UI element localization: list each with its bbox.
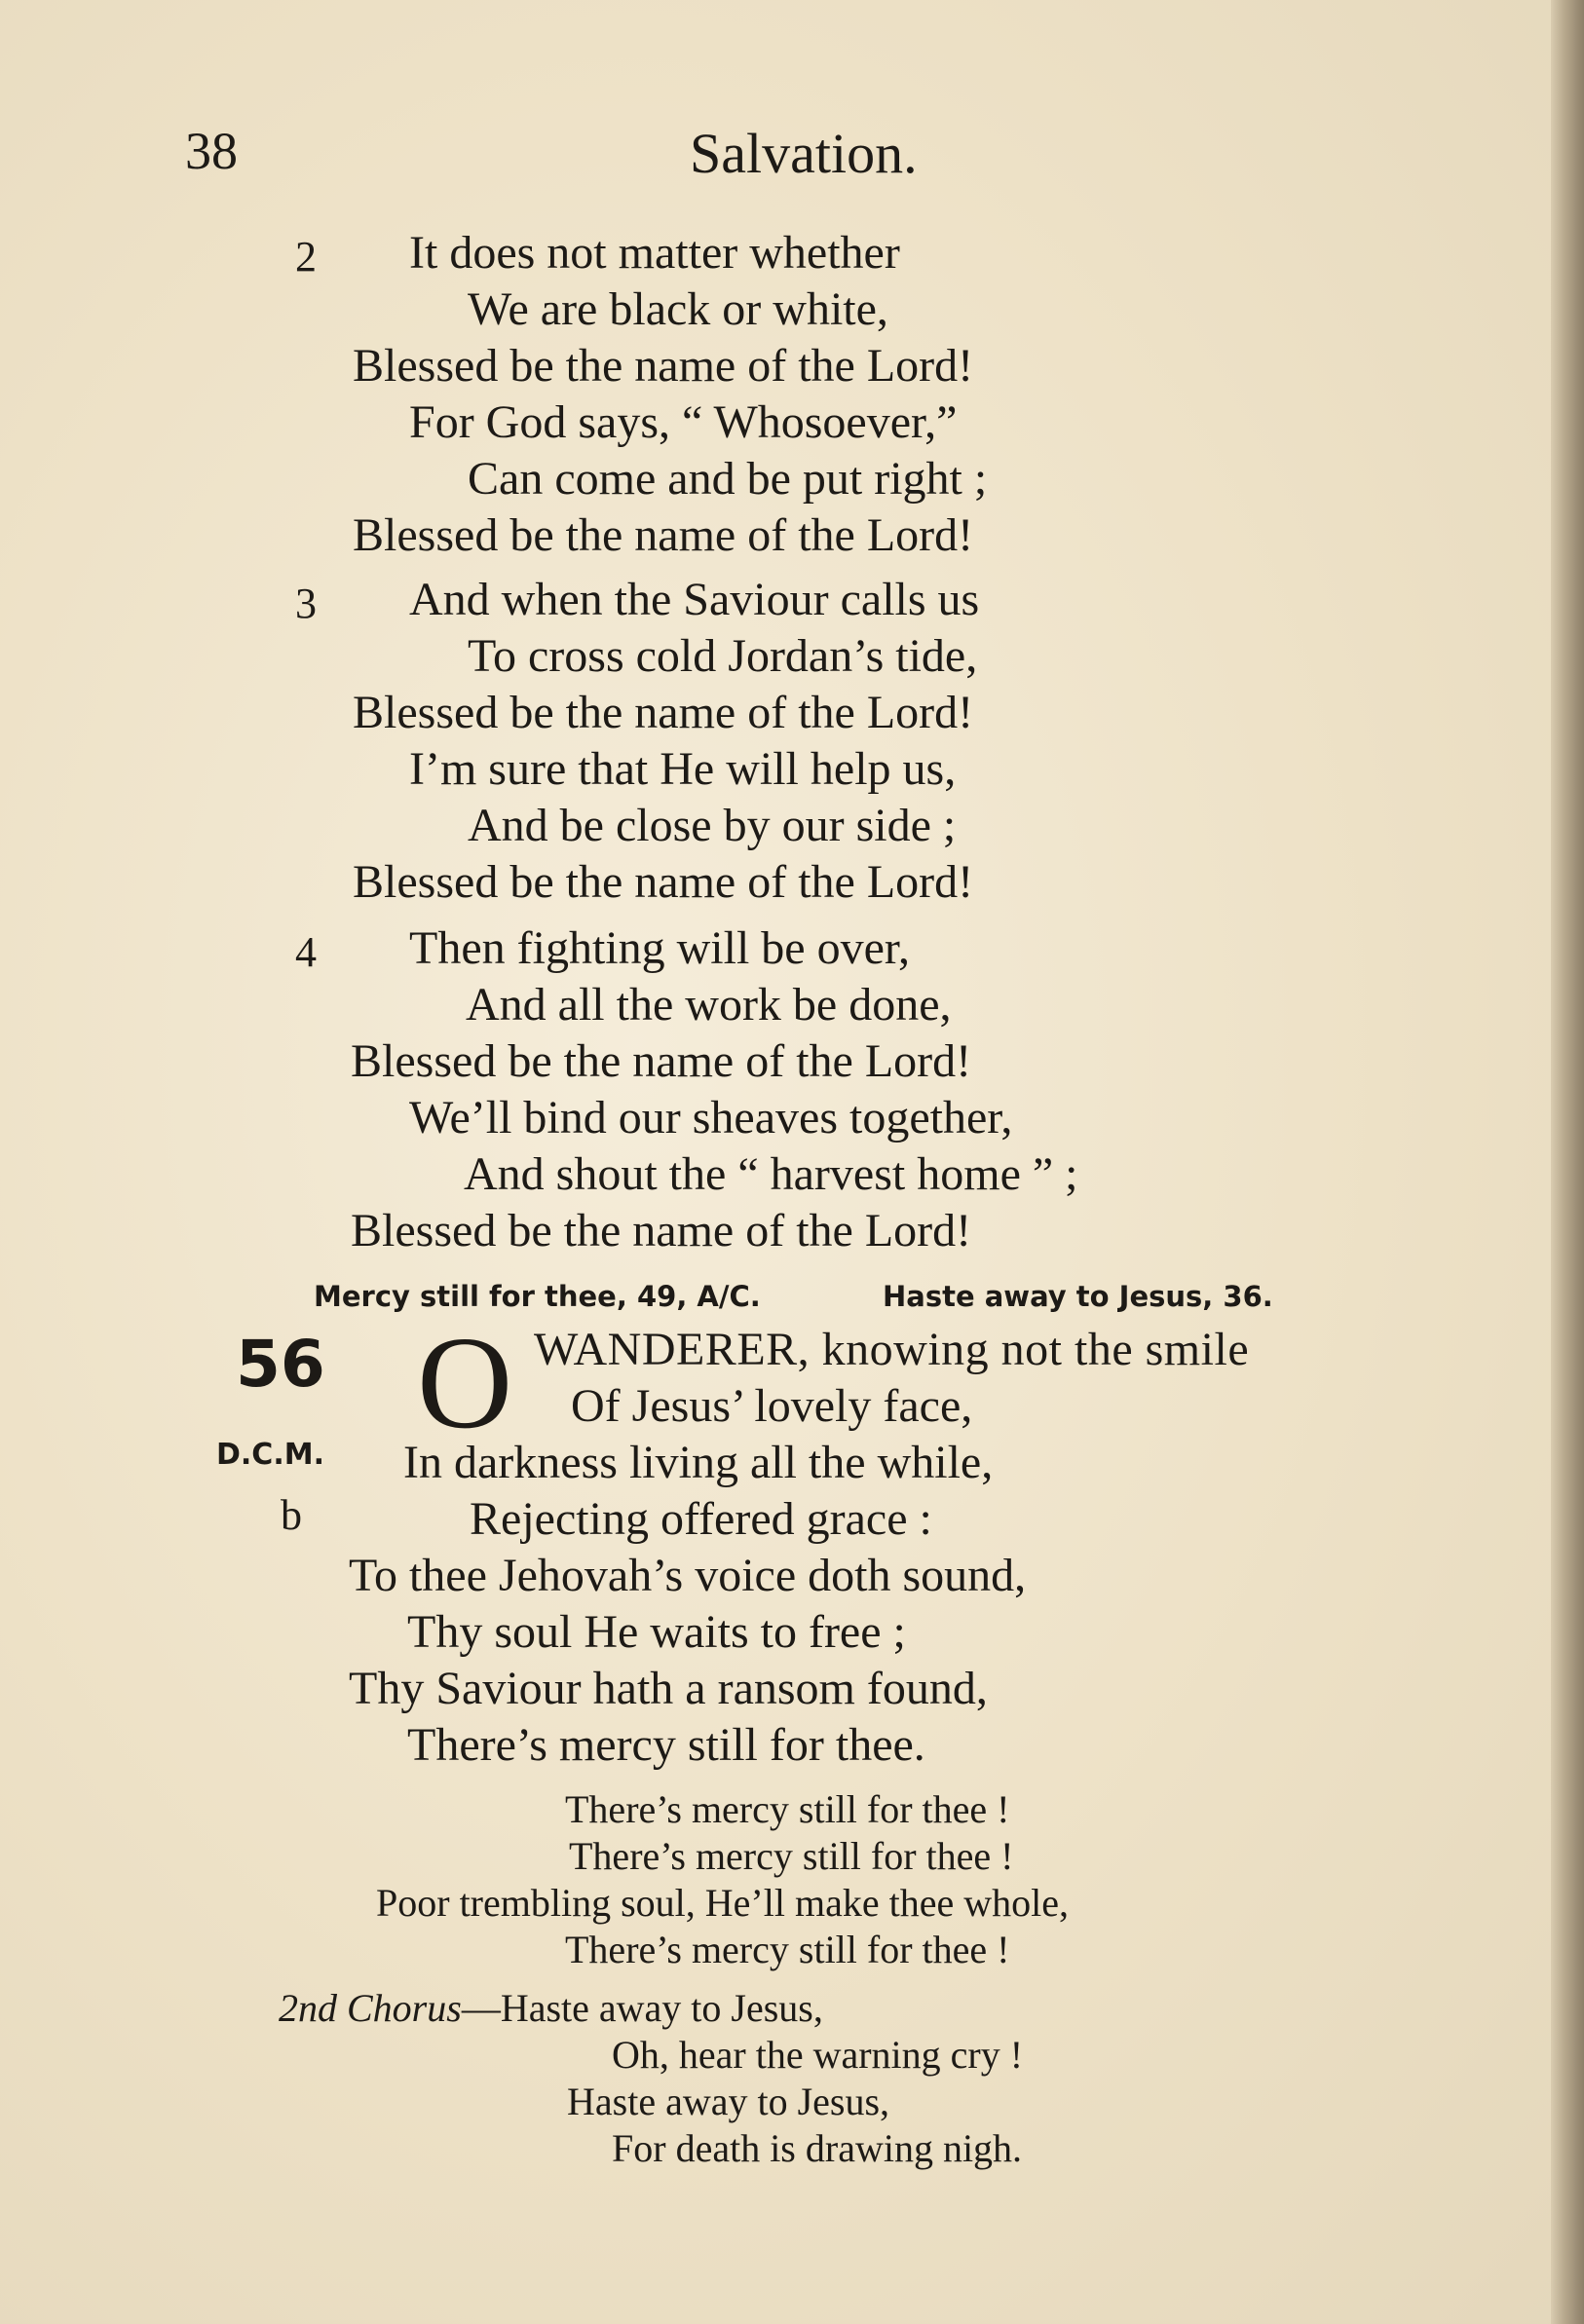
meter-label: D.C.M.	[216, 1438, 324, 1472]
verse-line: Blessed be the name of the Lord!	[353, 509, 974, 561]
page-number: 38	[185, 122, 238, 180]
page-edge	[1551, 0, 1584, 2324]
hymn-line: Of Jesus’ lovely face,	[571, 1380, 973, 1432]
verse-line: I’m sure that He will help us,	[409, 743, 957, 795]
second-chorus-label: 2nd Chorus	[279, 1986, 462, 2030]
verse-line: Blessed be the name of the Lord!	[351, 1035, 972, 1087]
hymn-line: There’s mercy still for thee.	[407, 1719, 925, 1771]
second-chorus-line: For death is drawing nigh.	[612, 2126, 1023, 2170]
key-label: b	[281, 1491, 302, 1539]
second-chorus-first-line	[279, 1985, 823, 2031]
hymn-line: WANDERER, knowing not the smile	[534, 1324, 1250, 1375]
hymn-line: Rejecting offered grace :	[470, 1493, 932, 1545]
hymn-line: To thee Jehovah’s voice doth sound,	[349, 1550, 1027, 1601]
hymn-number: 56	[236, 1327, 325, 1402]
verse-line: It does not matter whether	[409, 227, 900, 279]
page-title: Salvation.	[690, 122, 918, 185]
verse-line: Can come and be put right ;	[468, 453, 988, 505]
second-chorus-line: Oh, hear the warning cry !	[612, 2033, 1024, 2077]
verse-line: And when the Saviour calls us	[409, 574, 980, 625]
drop-cap: O	[417, 1310, 513, 1456]
chorus-line: There’s mercy still for thee !	[565, 1928, 1010, 1971]
verse-line: Blessed be the name of the Lord!	[353, 856, 974, 908]
verse-line: Blessed be the name of the Lord!	[353, 687, 974, 738]
verse-line: For God says, “ Whosoever,”	[409, 396, 958, 448]
chorus-line: Poor trembling soul, He’ll make thee whole,	[376, 1881, 1069, 1925]
verse-line: And be close by our side ;	[468, 800, 957, 851]
verse-line: And shout the “ harvest home ” ;	[464, 1148, 1078, 1200]
tune-reference: Mercy still for thee, 49, A/C.	[314, 1280, 761, 1313]
verse-number: 4	[295, 928, 317, 976]
verse-line: And all the work be done,	[466, 979, 952, 1031]
verse-number: 3	[295, 580, 317, 627]
chorus-line: There’s mercy still for thee !	[569, 1834, 1014, 1878]
verse-line: Blessed be the name of the Lord!	[351, 1205, 972, 1256]
tune-reference: Haste away to Jesus, 36.	[883, 1280, 1273, 1313]
hymn-line: Thy soul He waits to free ;	[407, 1606, 906, 1658]
verse-line: We’ll bind our sheaves together,	[409, 1092, 1013, 1143]
second-chorus-line: Haste away to Jesus,	[567, 2080, 890, 2123]
verse-line: Then fighting will be over,	[409, 922, 910, 974]
verse-line: We are black or white,	[468, 283, 888, 335]
chorus-line: There’s mercy still for thee !	[565, 1787, 1010, 1831]
verse-number: 2	[295, 233, 317, 281]
hymn-line: In darkness living all the while,	[403, 1437, 994, 1488]
verse-line: Blessed be the name of the Lord!	[353, 340, 974, 392]
verse-line: To cross cold Jordan’s tide,	[468, 630, 978, 682]
second-chorus-line: —Haste away to Jesus,	[461, 1986, 823, 2030]
hymn-line: Thy Saviour hath a ransom found,	[349, 1663, 988, 1714]
